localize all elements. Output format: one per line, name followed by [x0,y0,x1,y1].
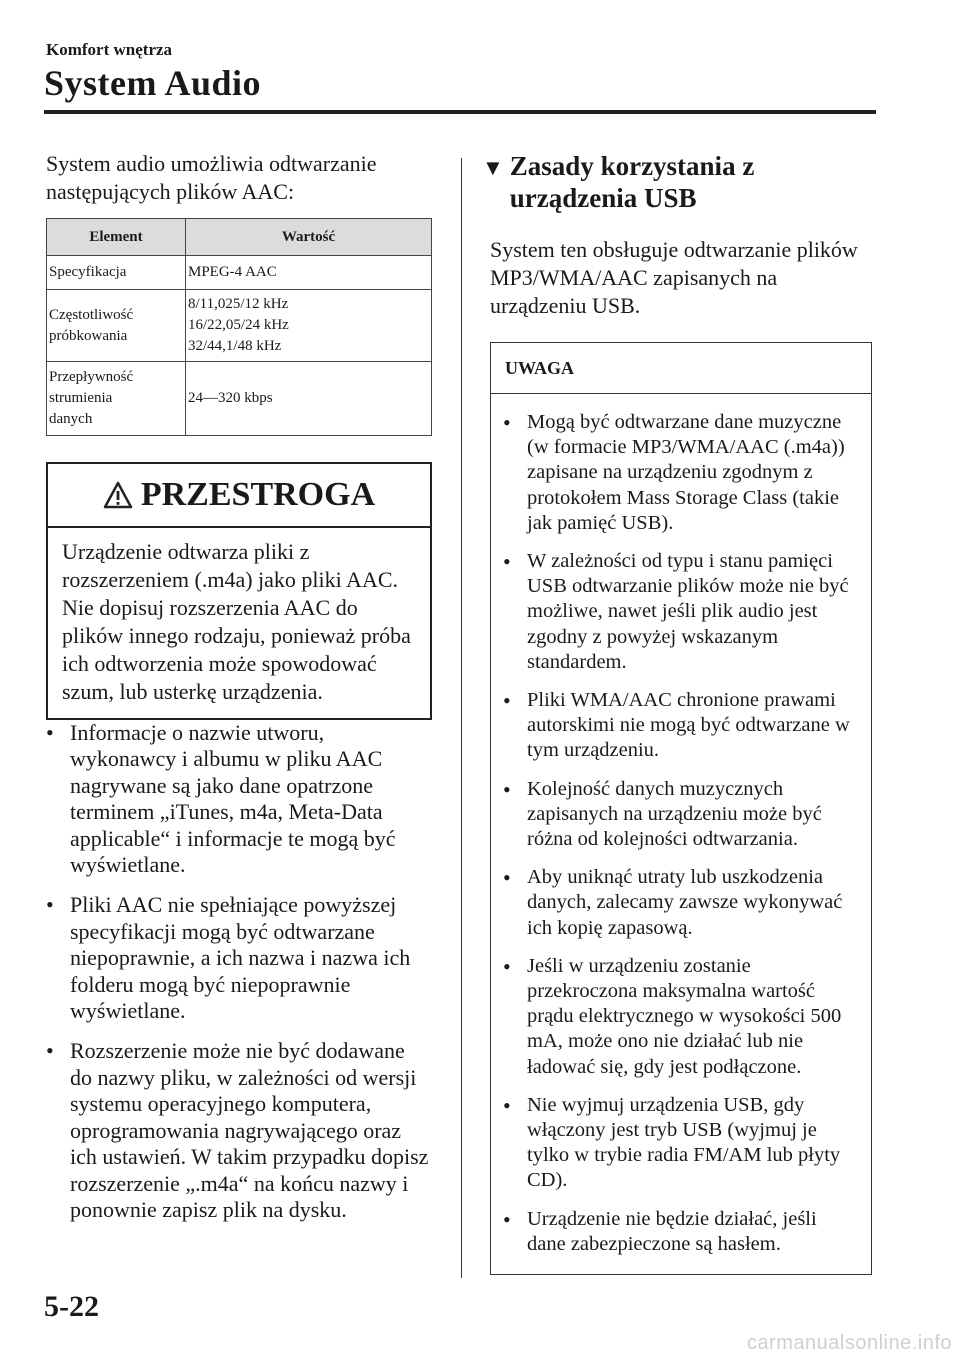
triangle-down-icon: ▼ [482,155,504,180]
bullet-dot-icon: • [503,1092,511,1118]
bullet-dot-icon: • [503,776,511,802]
list-item: • Rozszerzenie może nie być dodawane do nazwy pliku, w zależności od wersji systemu operacyjnego komputera, oprogramowania nagrywającego oraz ich ustawień. W takim przypadku dopisz rozszerzenie „.m4a“ na końcu nazwy i ponownie zapisz plik na dysku. [46,1038,429,1222]
usb-heading-text: Zasady korzystania z urządzenia USB [509,151,755,213]
title-rule [44,110,876,114]
caution-box [46,462,432,720]
bullet-dot-icon: • [46,1038,54,1064]
list-item: • Informacje o nazwie utworu, wykonawcy i albumu w pliku AAC nagrywane są jako dane opatrzone terminem „iTunes, m4a, Meta-Data applicable“ i informacje te mogą być wyświetlane. [46,720,396,878]
aac-spec-table [46,218,432,436]
column-divider [461,158,462,1278]
bullet-dot-icon: • [503,1206,511,1232]
bullet-dot-icon: • [503,953,511,979]
bullet-dot-icon: • [46,720,54,745]
usb-intro: System ten obsługuje odtwarzanie plików MP3/WMA/AAC zapisanych na urządzeniu USB. [490,237,858,318]
aac-intro: System audio umożliwia odtwarzanie następujących plików AAC: [46,151,377,204]
bullet-dot-icon: • [503,865,511,891]
table-row [47,362,432,436]
warning-triangle-icon [103,480,133,510]
bullet-dot-icon: • [503,549,511,575]
table-cell: Częstotliwość próbkowania [47,290,186,362]
list-item: • Urządzenie nie będzie działać, jeśli dane zabezpieczone są hasłem. [503,1206,817,1255]
list-item: • Pliki AAC nie spełniające powyższej specyfikacji mogą być odtwarzane niepoprawnie, a ich nazwa i nazwa ich folderu mogą być niepoprawnie wyświetlane. [46,892,411,1024]
note-box [490,342,872,1275]
table-row [47,256,432,290]
bullet-dot-icon: • [46,892,54,918]
table-row [47,290,432,362]
table-cell: Specyfikacja [47,256,186,290]
note-title: UWAGA [491,343,871,394]
aac-notes-list [46,720,432,1223]
watermark: carmanualsonline.info [746,1332,952,1354]
table-cell: 8/11,025/12 kHz 16/22,05/24 kHz 32/44,1/48 kHz [186,290,432,362]
right-column [482,150,874,1275]
list-item: • Nie wyjmuj urządzenia USB, gdy włączony jest tryb USB (wyjmuj je tylko w trybie radia FM/AM lub płyty CD). [503,1092,841,1192]
table-header-value: Wartość [186,219,432,256]
table-header-row [47,219,432,256]
table-cell: 24—320 kbps [186,362,432,436]
page-number: 5-22 [44,1290,99,1323]
usb-heading [482,150,874,214]
list-item: • Aby uniknąć utraty lub uszkodzenia danych, zalecamy zawsze wykonywać ich kopię zapasową. [503,865,843,939]
list-item: • Kolejność danych muzycznych zapisanych na urządzeniu może być różna od kolejności odtwarzania. [503,776,822,851]
caution-title: PRZESTROGA [140,476,376,513]
list-item: • Pliki WMA/AAC chronione prawami autorskimi nie mogą być odtwarzane w tym urządzeniu. [503,688,850,762]
note-body [491,394,871,1274]
bullet-dot-icon: • [503,410,511,435]
section-label: Komfort wnętrza [46,40,173,59]
table-cell: Przepływność strumienia danych [47,362,186,436]
note-list [503,410,857,1257]
table-cell: MPEG-4 AAC [186,256,432,290]
caution-text: Urządzenie odtwarza pliki z rozszerzeniem (.m4a) jako pliki AAC. Nie dopisuj rozszerzenia AAC do plików innego rodzaju, ponieważ próba ich odtworzenia może spowodować szum, lub usterkę urządzenia. [62,539,411,704]
bullet-dot-icon: • [503,688,511,714]
caution-header [48,464,430,528]
list-item: • Mogą być odtwarzane dane muzyczne (w formacie MP3/WMA/AAC (.m4a)) zapisane na urządzeniu zgodnym z protokołem Mass Storage Class (takie jak pamięć USB). [503,410,845,534]
list-item: • Jeśli w urządzeniu zostanie przekroczona maksymalna wartość prądu elektrycznego w wysokości 500 mA, może ono nie działać lub nie ładować się, gdy jest podłączone. [503,953,842,1078]
left-column [46,150,432,1237]
list-item: • W zależności od typu i stanu pamięci USB odtwarzanie plików może nie być możliwe, nawet jeśli plik audio jest zgodny z powyżej wskazanym standardem. [503,549,849,673]
table-header-element: Element [47,219,186,256]
page-title: System Audio [44,63,262,103]
